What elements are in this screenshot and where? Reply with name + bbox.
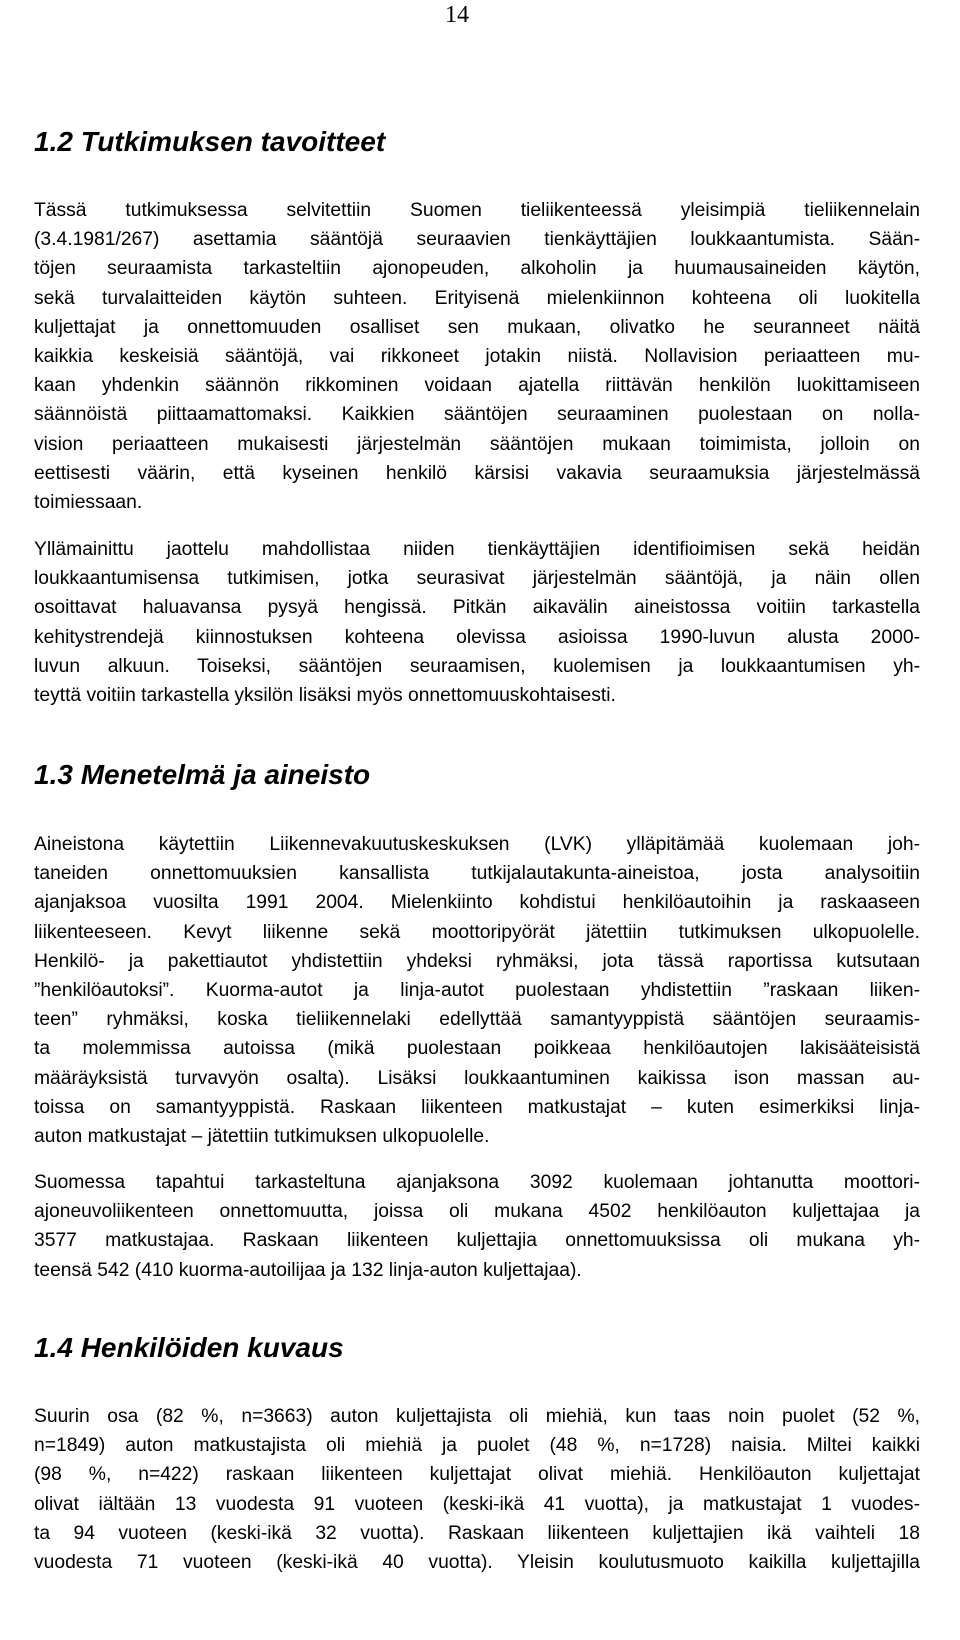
paragraph-1-4-1: [34, 1402, 920, 1577]
text-line: Henkilö- ja pakettiautot yhdistettiin yhdeksi ryhmäksi, jota tässä raportissa kutsutaan: [34, 950, 920, 972]
text-line: vuodesta 71 vuoteen (keski-ikä 40 vuotta). Yleisin koulutusmuoto kaikilla kuljettajilla: [34, 1552, 920, 1574]
text-line: olivat iältään 13 vuodesta 91 vuoteen (keski-ikä 41 vuotta), ja matkustajat 1 vuodes-: [34, 1493, 920, 1515]
text-line: toissa on samantyyppistä. Raskaan liikenteen matkustajat – kuten esimerkiksi linja-: [34, 1096, 920, 1118]
text-line: määräyksistä turvavyön osalta). Lisäksi loukkaantuminen kaikissa ison massan au-: [34, 1067, 920, 1089]
text-line: ta molemmissa autoissa (mikä puolestaan poikkeaa henkilöautojen lakisääteisistä: [34, 1038, 920, 1060]
paragraph-1-3-1: [34, 830, 920, 1151]
text-line: säännöistä piittaamattomaksi. Kaikkien sääntöjen seuraaminen puolestaan on nolla-: [34, 404, 920, 426]
text-line: osoittavat haluavansa pysyä hengissä. Pitkän aikavälin aineistossa voitiin tarkastella: [34, 597, 920, 619]
text-line: töjen seuraamista tarkasteltiin ajonopeuden, alkoholin ja huumausaineiden käytön,: [34, 258, 920, 280]
text-line: Suomessa tapahtui tarkasteltuna ajanjaksona 3092 kuolemaan johtanutta moottori-: [34, 1172, 920, 1193]
text-line: Suurin osa (82 %, n=3663) auton kuljettajista oli miehiä, kun taas noin puolet (52 %,: [34, 1406, 920, 1427]
text-line: kuljettajat ja onnettomuuden osalliset sen mukaan, olivatko he seuranneet näitä: [34, 316, 920, 338]
page-number: 14: [445, 2, 469, 28]
paragraph-1-2-2: [34, 535, 920, 710]
text-line: (98 %, n=422) raskaan liikenteen kuljettajat olivat miehiä. Henkilöauton kuljettajat: [34, 1464, 920, 1486]
text-line: Aineistona käytettiin Liikennevakuutuskeskuksen (LVK) ylläpitämää kuolemaan joh-: [34, 834, 920, 855]
section-heading-1-2: 1.2 Tutkimuksen tavoitteet: [34, 126, 386, 157]
text-line: teen” ryhmäksi, koska tieliikennelaki edellyttää samantyyppistä sääntöjen seuraamis-: [34, 1009, 920, 1031]
text-line: (3.4.1981/267) asettamia sääntöjä seuraavien tienkäyttäjien loukkaantumista. Sään-: [34, 229, 920, 251]
text-line: taneiden onnettomuuksien kansallista tutkijalautakunta-aineistoa, josta analysoitiin: [34, 863, 920, 885]
text-line: eettisesti väärin, että kyseinen henkilö kärsisi vakavia seuraamuksia järjestelmässä: [34, 462, 920, 484]
text-line: Yllämainittu jaottelu mahdollistaa niiden tienkäyttäjien identifioimisen sekä heidän: [34, 539, 920, 560]
text-line: vision periaatteen mukaisesti järjestelmän sääntöjen mukaan toimimista, jolloin on: [34, 433, 920, 455]
text-line: teyttä voitiin tarkastella yksilön lisäksi myös onnettomuuskohtaisesti.: [34, 685, 616, 707]
text-line: n=1849) auton matkustajista oli miehiä ja puolet (48 %, n=1728) naisia. Miltei kaikki: [34, 1435, 920, 1457]
text-line: auton matkustajat – jätettiin tutkimuksen ulkopuolelle.: [34, 1126, 490, 1148]
text-line: teensä 542 (410 kuorma-autoilijaa ja 132 linja-auton kuljettajaa).: [34, 1259, 582, 1281]
text-line: 3577 matkustajaa. Raskaan liikenteen kuljettajia onnettomuuksissa oli mukana yh-: [34, 1230, 920, 1252]
text-line: ajoneuvoliikenteen onnettomuutta, joissa oli mukana 4502 henkilöauton kuljettajaa ja: [34, 1201, 920, 1223]
section-heading-1-4: 1.4 Henkilöiden kuvaus: [34, 1332, 344, 1363]
paragraph-1-2-1: [34, 196, 920, 517]
text-line: loukkaantumisensa tutkimisen, jotka seurasivat järjestelmän sääntöjä, ja näin ollen: [34, 568, 920, 590]
text-line: ”henkilöautoksi”. Kuorma-autot ja linja-autot puolestaan yhdistettiin ”raskaan liiken-: [34, 980, 920, 1002]
text-line: sekä turvalaitteiden käytön suhteen. Erityisenä mielenkiinnon kohteena oli luokitella: [34, 287, 920, 309]
paragraph-1-3-2: [34, 1168, 920, 1285]
text-line: ta 94 vuoteen (keski-ikä 32 vuotta). Raskaan liikenteen kuljettajien ikä vaihteli 18: [34, 1522, 920, 1544]
text-line: kaikkia keskeisiä sääntöjä, vai rikkoneet jotakin niistä. Nollavision periaatteen mu-: [34, 346, 920, 368]
text-line: ajanjaksoa vuosilta 1991 2004. Mielenkiinto kohdistui henkilöautoihin ja raskaaseen: [34, 892, 920, 914]
text-line: kaan yhdenkin säännön rikkominen voidaan ajatella riittävän henkilön luokittamiseen: [34, 375, 920, 397]
text-line: Tässä tutkimuksessa selvitettiin Suomen tieliikenteessä yleisimpiä tieliikennelain: [34, 200, 920, 221]
text-line: luvun alkuun. Toiseksi, sääntöjen seuraamisen, kuolemisen ja loukkaantumisen yh-: [34, 655, 920, 677]
text-line: kehitystrendejä kiinnostuksen kohteena olevissa asioissa 1990-luvun alusta 2000-: [34, 626, 920, 648]
text-line: liikenteeseen. Kevyt liikenne sekä moottoripyörät jätettiin tutkimuksen ulkopuolelle.: [34, 921, 920, 943]
section-heading-1-3: 1.3 Menetelmä ja aineisto: [34, 759, 371, 790]
text-line: toimiessaan.: [34, 492, 143, 514]
